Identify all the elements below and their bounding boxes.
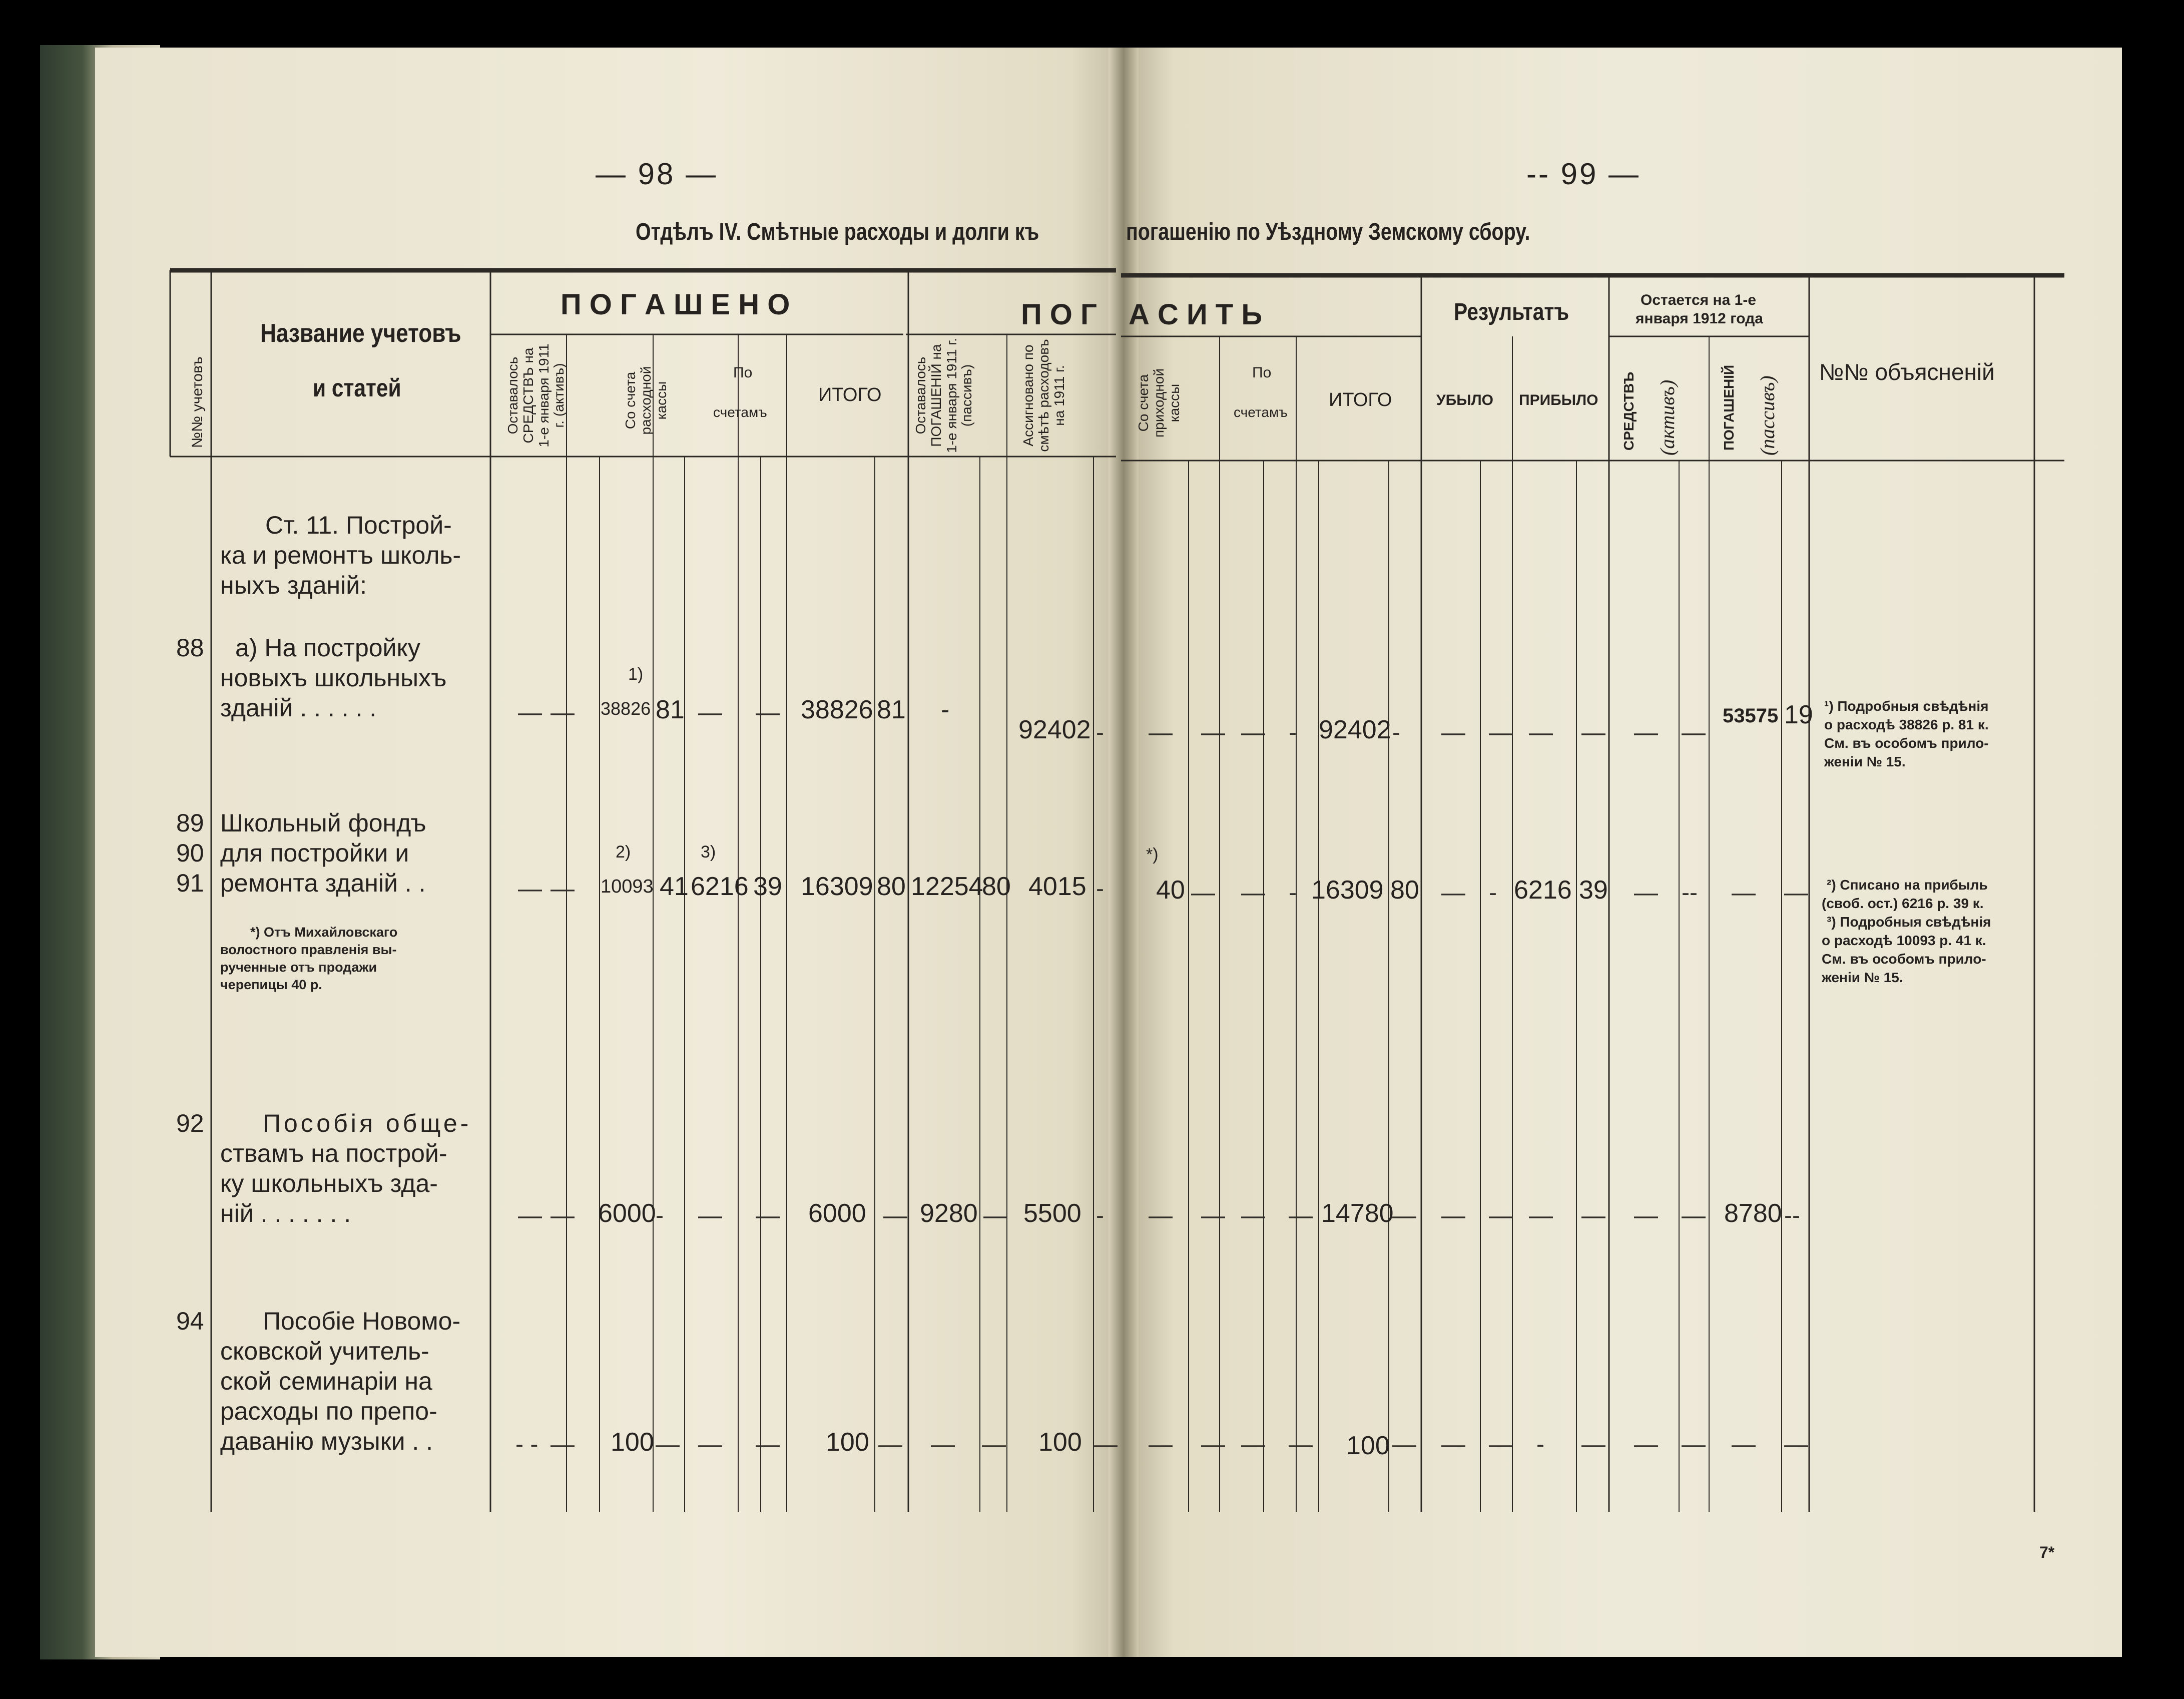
- header-pogasit-right: А С И Т Ь: [1129, 298, 1263, 331]
- cell-itogo-2: 92402: [1319, 715, 1391, 744]
- footnote-1-line4: женіи № 15.: [1824, 754, 1906, 769]
- dash: —: [551, 1431, 575, 1458]
- dash: —: [1094, 1431, 1118, 1458]
- header-rezultat: Результатъ: [1454, 299, 1569, 325]
- row-89-note-1: *) Отъ Михайловскаго: [250, 925, 398, 940]
- dash: -: [1289, 719, 1297, 746]
- dash: —: [1489, 719, 1513, 746]
- header-pogasit-left: П О Г: [1021, 298, 1097, 331]
- row-94-name-2: сковской учитель-: [220, 1337, 429, 1365]
- dash: —: [1441, 1202, 1465, 1229]
- cell-prih: 40: [1156, 876, 1185, 905]
- cell-ostavalos-pog: 12254: [911, 872, 983, 901]
- right-page-number: -- 99 —: [1526, 157, 1641, 191]
- cell-itogo: 16309: [801, 872, 873, 901]
- dash: —: [1149, 1431, 1173, 1458]
- cell-so-scheta: 100: [611, 1428, 654, 1457]
- footnote-3-line4: женіи № 15.: [1822, 970, 1903, 985]
- dash: —: [656, 1431, 680, 1458]
- cell-itogo-kop: 81: [877, 695, 906, 724]
- cell-so-scheta-kop: 41: [660, 872, 689, 901]
- row-92-number: 92: [176, 1109, 204, 1137]
- dash: --: [1682, 880, 1698, 906]
- dash: - -: [515, 1431, 538, 1458]
- dash: —: [1529, 1202, 1553, 1229]
- dash: —: [698, 1431, 722, 1458]
- dash: —: [1241, 1431, 1265, 1458]
- dash: —: [878, 1431, 902, 1458]
- section-line1: Ст. 11. Построй-: [265, 511, 452, 539]
- cell-pog-remain: 8780: [1724, 1199, 1782, 1228]
- cell-itogo-2: 14780: [1321, 1199, 1394, 1228]
- dash: -: [656, 1202, 664, 1229]
- row-94-name-5: даванію музыки . .: [220, 1427, 433, 1455]
- cell-assign: 100: [1038, 1428, 1082, 1457]
- dash: —: [1634, 880, 1658, 906]
- dash: —: [1682, 1202, 1706, 1229]
- header-schetam: счетамъ: [713, 404, 767, 420]
- dash: —: [1634, 719, 1658, 746]
- dash: —: [1241, 880, 1265, 906]
- dash: —: [1201, 719, 1225, 746]
- cell-so-scheta: 38826: [601, 698, 651, 719]
- row-94-number: 94: [176, 1307, 204, 1335]
- dash: —: [1201, 1202, 1225, 1229]
- dash: —: [551, 699, 575, 726]
- header-so-scheta-rashodnoy: Со счета расходной кассы: [623, 366, 669, 435]
- header-itogo-2: ИТОГО: [1329, 389, 1392, 410]
- header-po: По: [733, 364, 753, 381]
- footnote-3-line2: о расходѣ 10093 р. 41 к.: [1822, 933, 1986, 948]
- dash: -: [1096, 719, 1104, 746]
- header-schetam-2: счетамъ: [1234, 404, 1288, 420]
- header-sredstv: СРЕДСТВЪ: [1621, 371, 1636, 451]
- header-pogasheniy: ПОГАШЕНІЙ: [1721, 364, 1737, 451]
- dash: —: [1149, 719, 1173, 746]
- cell-itogo-kop: 80: [877, 872, 906, 901]
- dash: —: [1201, 1431, 1225, 1458]
- dash: —: [698, 1202, 722, 1229]
- header-ostaetsya: Остается на 1-е: [1641, 292, 1757, 308]
- header-pogasheno: П О Г А Ш Е Н О: [561, 288, 790, 321]
- header-itogo: ИТОГО: [818, 384, 882, 405]
- row-89-name-1: Школьный фондъ: [220, 809, 426, 837]
- footnote-1-line1: ¹) Подробныя свѣдѣнія: [1824, 698, 1989, 714]
- dash: —: [1529, 719, 1553, 746]
- cell-itogo: 6000: [808, 1199, 866, 1228]
- right-heading: погашенію по Уѣздному Земскому сбору.: [1126, 219, 1530, 245]
- header-ostavalos-sredstv: Оставалось СРЕДСТВЪ на 1-е января 1911 г. (активъ): [505, 343, 567, 448]
- dash: —: [756, 1431, 780, 1458]
- header-ostavalos-pogasheniy: Оставалось ПОГАШЕНІЙ на 1-е января 1911 г. (пассивъ): [913, 338, 975, 453]
- row-94-name-4: расходы по препо-: [220, 1397, 437, 1425]
- header-obyasneniy: №№ объясненій: [1819, 359, 1995, 385]
- header-accounts-no: №№ учетовъ: [189, 356, 206, 448]
- row-92-name-4: ній . . . . . . .: [220, 1199, 351, 1227]
- dash: —: [1241, 1202, 1265, 1229]
- cell-ostavalos-pog-kop: 80: [982, 872, 1011, 901]
- note-marker: *): [1146, 845, 1159, 864]
- cell-pog-remain: 53575: [1723, 705, 1779, 727]
- cell-assign: 5500: [1023, 1199, 1081, 1228]
- row-89-name-2: для постройки и: [220, 839, 409, 867]
- cell-pog-remain-kop: 19: [1784, 700, 1813, 729]
- section-line2: ка и ремонтъ школь-: [220, 541, 461, 569]
- dash: —: [1191, 880, 1215, 906]
- dash: —: [1581, 719, 1605, 746]
- header-passiv: (пассивъ): [1756, 375, 1779, 456]
- cell-itogo-2-kop: 80: [1390, 876, 1419, 905]
- dash: —: [1784, 1431, 1808, 1458]
- dash: —: [1489, 1202, 1513, 1229]
- dash: —: [1149, 1202, 1173, 1229]
- dash: -: [1536, 1431, 1544, 1458]
- header-so-scheta-prihodnoy: Со счета приходной кассы: [1136, 368, 1182, 438]
- dash: —: [518, 699, 542, 726]
- cell-itogo: 100: [826, 1428, 869, 1457]
- row-89-note-4: черепицы 40 р.: [220, 977, 322, 992]
- dash: —: [1581, 1202, 1605, 1229]
- header-pribylo: ПРИБЫЛО: [1519, 392, 1598, 408]
- dash: —: [1732, 880, 1756, 906]
- row-92-name-3: ку школьныхъ зда-: [220, 1169, 438, 1197]
- dash: —: [982, 1431, 1006, 1458]
- dash: —: [1634, 1431, 1658, 1458]
- footnote-marker-3: 3): [701, 842, 716, 862]
- header-assignovano: Ассигновано по смѣтѣ расходовъ на 1911 г.: [1020, 339, 1067, 452]
- row-89-name-3: ремонта зданій . .: [220, 869, 426, 897]
- footnote-3-line3: См. въ особомъ прило-: [1822, 951, 1986, 967]
- header-name-line1: Название учетовъ: [260, 319, 461, 348]
- dash: —: [1392, 1202, 1416, 1229]
- cell-itogo-2: 100: [1346, 1431, 1390, 1460]
- footnote-2-line2: (своб. ост.) 6216 р. 39 к.: [1822, 896, 1984, 911]
- row-92-name-2: ствамъ на построй-: [220, 1139, 447, 1167]
- cell-so-scheta-kop: 81: [656, 695, 685, 724]
- header-po-2: По: [1252, 364, 1272, 381]
- cell-assign: 4015: [1028, 872, 1086, 901]
- dash: —: [756, 699, 780, 726]
- header-name-line2: и статей: [313, 374, 401, 402]
- row-94-name-3: ской семинаріи на: [220, 1367, 432, 1395]
- footnote-1-line2: о расходѣ 38826 р. 81 к.: [1824, 717, 1989, 732]
- dash: --: [1784, 1202, 1800, 1229]
- dash: —: [1682, 1431, 1706, 1458]
- dash: -: [1289, 880, 1297, 906]
- row-90-number: 90: [176, 839, 204, 867]
- left-page-number: — 98 —: [596, 157, 718, 191]
- row-91-number: 91: [176, 869, 204, 897]
- dash: —: [518, 1202, 542, 1229]
- cell-assign: 92402: [1018, 715, 1091, 744]
- dash: —: [1634, 1202, 1658, 1229]
- cell-po-schetam: 6216: [691, 872, 749, 901]
- dash: —: [1732, 1431, 1756, 1458]
- row-89-note-2: волостного правленія вы-: [220, 942, 397, 957]
- dash: —: [1441, 1431, 1465, 1458]
- cell-itogo-2: 16309: [1311, 876, 1384, 905]
- dash: -: [1392, 719, 1400, 746]
- footnote-marker-2: 2): [616, 842, 631, 862]
- dash: —: [518, 876, 542, 902]
- row-89-number: 89: [176, 809, 204, 837]
- footnote-3-line1: ³) Подробныя свѣдѣнія: [1827, 914, 1991, 930]
- dash: —: [1441, 880, 1465, 906]
- cell-ostavalos-pog: 9280: [920, 1199, 978, 1228]
- section-line3: ныхъ зданій:: [220, 571, 367, 599]
- footnote-marker-1: 1): [628, 665, 644, 684]
- dash: —: [1784, 880, 1808, 906]
- dash: —: [1581, 1431, 1605, 1458]
- header-aktiv: (активъ): [1656, 379, 1679, 456]
- dash: —: [551, 1202, 575, 1229]
- dash: —: [551, 876, 575, 902]
- header-ostaetsya-2: января 1912 года: [1635, 310, 1763, 327]
- footnote-2-line1: ²) Списано на прибыль: [1827, 877, 1988, 893]
- dash: —: [1392, 1431, 1416, 1458]
- cell-ostavalos-pog: -: [941, 695, 950, 724]
- cell-so-scheta: 10093: [601, 876, 654, 897]
- dash: —: [698, 699, 722, 726]
- cell-po-schetam-kop: 39: [753, 872, 782, 901]
- row-88-number: 88: [176, 634, 204, 662]
- cell-so-scheta: 6000: [598, 1199, 656, 1228]
- row-88-name-2: новыхъ школьныхъ: [220, 664, 447, 692]
- dash: —: [1489, 1431, 1513, 1458]
- dash: -: [1489, 880, 1497, 906]
- footnote-1-line3: См. въ особомъ прило-: [1824, 735, 1989, 751]
- row-92-name-1: Пособія обще-: [263, 1109, 472, 1137]
- dash: —: [983, 1202, 1007, 1229]
- row-88-name-1: а) На постройку: [235, 634, 420, 662]
- dash: -: [1096, 1202, 1104, 1229]
- header-ubylo: УБЫЛО: [1436, 392, 1493, 408]
- cell-itogo: 38826: [801, 695, 873, 724]
- dash: —: [1682, 719, 1706, 746]
- row-89-note-3: рученные отъ продажи: [220, 960, 377, 975]
- row-94-name-1: Пособіе Новомо-: [263, 1307, 461, 1335]
- dash: —: [931, 1431, 955, 1458]
- left-heading: Отдѣлъ IV. Смѣтные расходы и долги къ: [636, 219, 1039, 245]
- dash: —: [883, 1202, 907, 1229]
- signature-mark: 7*: [2039, 1543, 2055, 1561]
- dash: —: [756, 1202, 780, 1229]
- dash: -: [1096, 876, 1104, 902]
- dash: —: [1289, 1431, 1313, 1458]
- cell-pribylo-kop: 39: [1579, 876, 1608, 905]
- cell-pribylo: 6216: [1514, 876, 1572, 905]
- row-88-name-3: зданій . . . . . .: [220, 694, 377, 722]
- dash: —: [1441, 719, 1465, 746]
- dash: —: [1289, 1202, 1313, 1229]
- dash: —: [1241, 719, 1265, 746]
